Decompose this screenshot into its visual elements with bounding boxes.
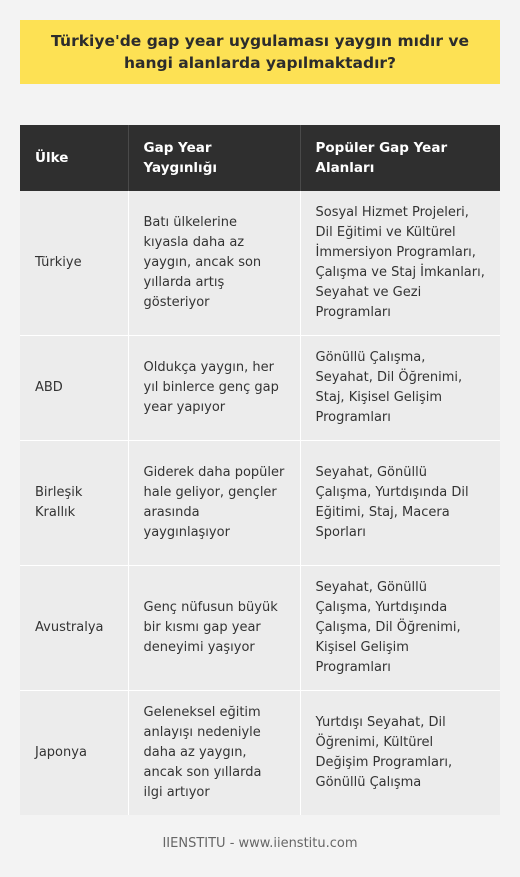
cell-country: Avustralya (20, 565, 128, 690)
cell-country: Birleşik Krallık (20, 440, 128, 565)
page-title: Türkiye'de gap year uygulaması yaygın mıdır ve hangi alanlarda yapılmaktadır? (50, 32, 470, 72)
cell-popular-areas: Seyahat, Gönüllü Çalışma, Yurtdışında Dil Eğitimi, Staj, Macera Sporları (300, 440, 500, 565)
table-row (20, 565, 500, 690)
table-header-row (20, 125, 500, 191)
cell-popular-areas: Seyahat, Gönüllü Çalışma, Yurtdışında Çalışma, Dil Öğrenimi, Kişisel Gelişim Programları (300, 565, 500, 690)
cell-prevalence: Genç nüfusun büyük bir kısmı gap year deneyimi yaşıyor (128, 565, 300, 690)
table-row (20, 440, 500, 565)
footer-credit: IIENSTITU - www.iienstitu.com (162, 836, 358, 851)
cell-popular-areas: Yurtdışı Seyahat, Dil Öğrenimi, Kültürel Değişim Programları, Gönüllü Çalışma (300, 690, 500, 815)
cell-prevalence: Giderek daha popüler hale geliyor, gençler arasında yaygınlaşıyor (128, 440, 300, 565)
cell-prevalence: Geleneksel eğitim anlayışı nedeniyle daha az yaygın, ancak son yıllarda ilgi artıyor (128, 690, 300, 815)
table-row (20, 335, 500, 440)
cell-prevalence: Oldukça yaygın, her yıl binlerce genç gap year yapıyor (128, 335, 300, 440)
cell-popular-areas: Gönüllü Çalışma, Seyahat, Dil Öğrenimi, Staj, Kişisel Gelişim Programları (300, 335, 500, 440)
table-row (20, 690, 500, 815)
comparison-table (20, 125, 500, 815)
title-banner (20, 20, 500, 84)
cell-prevalence: Batı ülkelerine kıyasla daha az yaygın, ancak son yıllarda artış gösteriyor (128, 191, 300, 335)
table-row (20, 191, 500, 335)
cell-country: Türkiye (20, 191, 128, 335)
header-country: Ülke (20, 125, 128, 191)
cell-country: ABD (20, 335, 128, 440)
cell-country: Japonya (20, 690, 128, 815)
cell-popular-areas: Sosyal Hizmet Projeleri, Dil Eğitimi ve Kültürel İmmersiyon Programları, Çalışma ve Staj İmkanları, Seyahat ve Gezi Programları (300, 191, 500, 335)
header-popular-areas: Popüler Gap Year Alanları (300, 125, 500, 191)
header-prevalence: Gap Year Yaygınlığı (128, 125, 300, 191)
